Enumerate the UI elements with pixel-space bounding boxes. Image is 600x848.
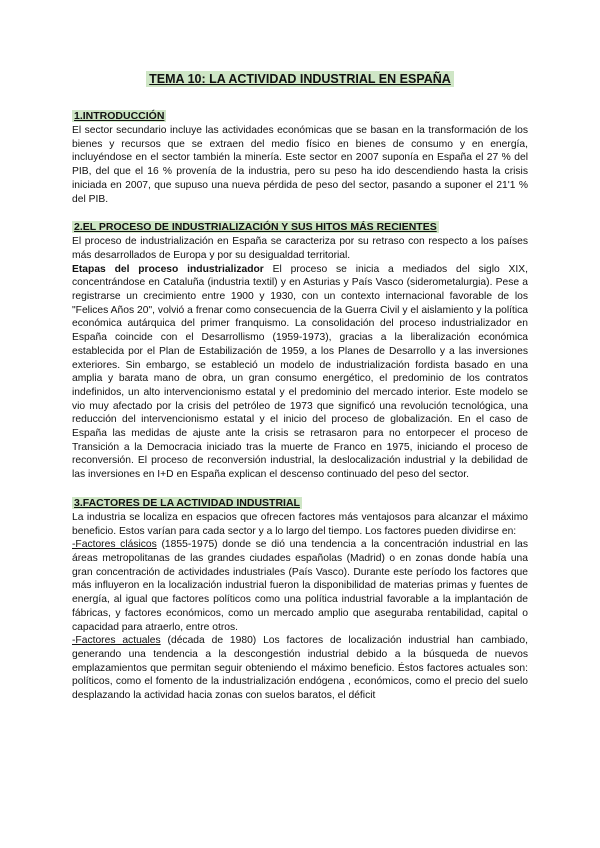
factor-paragraph — [72, 538, 528, 634]
section-proceso-industrializacion — [72, 217, 528, 482]
section-heading: 2.EL PROCESO DE INDUSTRIALIZACIÓN Y SUS HITOS MÁS RECIENTES — [74, 221, 437, 234]
factor-text: (1855-1975) donde se dió una tendencia a la concentración industrial en las áreas metropolitanas de las grandes ciudades españolas (Madrid) o en zonas donde había una gran concentración de actividades industriales (País Vasco). Durante este período los factores que más influyeron en la localización industrial fueron la disponibilidad de materias primas y fuentes de energía, al igual que factores políticos como una política industrial favorable a la implantación de fábricas, y factores económicos, como un mercado amplio que aseguraba rentabilidad, capital o capacidad para atraerlo, entre otros. — [72, 539, 528, 633]
factor-text: (década de 1980) Los factores de localización industrial han cambiado, generando una tendencia a la descongestión industrial debido a la búsqueda de nuevos emplazamientos que permitan seguir obteniendo el máximo beneficio. Éstos factores actuales son: políticos, como el fomento de la industrialización endógena , económicos, como el precio del suelo desplazando la actividad hacia zonas con suelos baratos, el déficit — [72, 635, 528, 702]
section-paragraph — [72, 263, 528, 482]
section-introduccion — [72, 106, 528, 206]
section-heading: 1.INTRODUCCIÓN — [74, 110, 165, 122]
section-intro-paragraph: El proceso de industrialización en España se caracteriza por su retraso con respecto a los países más desarrollados de Europa y por su desigualdad territorial. — [72, 236, 528, 261]
title-wrap — [72, 70, 528, 88]
factor-label: -Factores clásicos — [72, 539, 157, 551]
section-paragraph: El sector secundario incluye las actividades económicas que se basan en la transformación de los bienes y recursos que se extraen del medio físico en bienes de consumo y en energía, incluyéndose en el sector también la minería. Este sector en 2007 suponía en España el 27 % del PIB, del que el 16 % provenía de la industria, pero su peso ha ido descendiendo hasta la crisis iniciada en 2007, que supuso una nueva pérdida de peso del sector, pasando a suponer el 21'1 % del PIB. — [72, 125, 528, 205]
document-title: TEMA 10: LA ACTIVIDAD INDUSTRIAL EN ESPAÑA — [146, 71, 454, 87]
factor-paragraph — [72, 634, 528, 703]
section-factores — [72, 493, 528, 703]
section-heading: 3.FACTORES DE LA ACTIVIDAD INDUSTRIAL — [74, 496, 300, 509]
section-intro-paragraph: La industria se localiza en espacios que ofrecen factores más ventajosos para alcanzar el máximo beneficio. Estos varían para cada sector y a lo largo del tiempo. Los factores pueden dividirse en: — [72, 511, 528, 537]
factor-label: -Factores actuales — [72, 635, 161, 647]
paragraph-lead: Etapas del proceso industrializador — [72, 263, 264, 275]
paragraph-body: El proceso se inicia a mediados del siglo XIX, concentrándose en Cataluña (industria textil) y en Asturias y País Vasco (siderometalurgia). Pese a registrarse un crecimiento entre 1900 y 1930, con un contexto internacional favorable de los "Felices Años 20", volvió a frenar como consecuencia de la Guerra Civil y el aislamiento y la política económica autárquica del primer franquismo. La consolidación del proceso industrializador en España coincide con el Desarrollismo (1959-1973), gracias a la liberalización económica establecida por el Plan de Estabilización de 1959, a los Planes de Desarrollo y a las inversiones exteriores. Sin embargo, se estableció un modelo de industrialización fordista basado en una amplia y barata mano de obra, un gran consumo energético, el predominio de los contratos indefinidos, un alto intervencionismo estatal y el predominio del mercado interior. Este modelo se vio muy afectado por la crisis del petróleo de 1973 que significó una revolución tecnológica, una reducción del intervencionismo estatal y el inicio del proceso de globalización. En el caso de España las medidas de ajuste ante la crisis se retrasaron para no entorpecer el proceso de Transición a la Democracia iniciado tras la muerte de Franco en 1975, iniciando el proceso de reconversión. El proceso de reconversión industrial, la deslocalización industrial y la debilidad de las inversiones en I+D en España explican el descenso continuado del peso del sector. — [72, 263, 529, 481]
